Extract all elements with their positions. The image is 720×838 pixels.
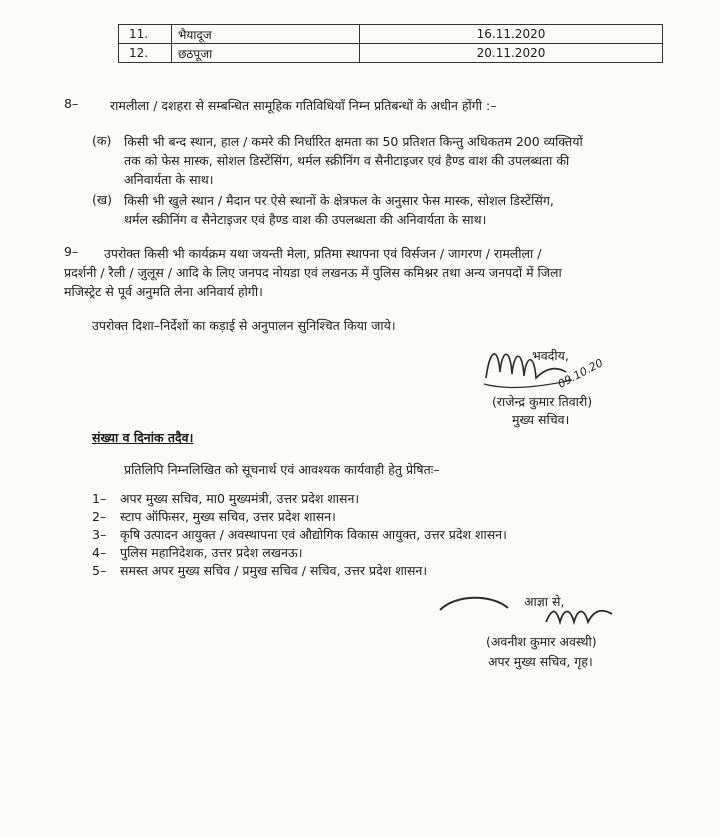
text-line: थर्मल स्क्रीनिंग व सैनेटाइजर एवं हैण्ड वाश की उपलब्धता की अनिवार्यता के साथ। bbox=[124, 212, 487, 227]
list-number: 1– bbox=[92, 491, 107, 506]
table-row bbox=[119, 25, 663, 44]
reference-heading: संख्या व दिनांक तदैव। bbox=[92, 430, 194, 445]
text-line: अनिवार्यता के साथ। bbox=[124, 172, 214, 187]
salutation: भवदीय, bbox=[532, 348, 569, 363]
list-text: स्टाप ऑफिसर, मुख्य सचिव, उत्तर प्रदेश शासन। bbox=[120, 509, 336, 524]
signature-date: 09.10.20 bbox=[555, 356, 606, 391]
table-row bbox=[119, 44, 663, 63]
festival-table bbox=[118, 24, 663, 63]
text-line: तक को फेस मास्क, सोशल डिस्टेंसिंग, थर्मल स्क्रीनिंग व सैनीटाइजर एवं हैण्ड वाश की उपलब्धता की bbox=[124, 153, 570, 168]
text-line: उपरोक्त किसी भी कार्यक्रम यथा जयन्ती मेला, प्रतिमा स्थापना एवं विर्सजन / जागरण / रामलीला / bbox=[104, 246, 542, 261]
point-9-number: 9– bbox=[64, 244, 79, 259]
signatory-name: (राजेन्द्र कुमार तिवारी) bbox=[492, 394, 593, 409]
list-text: कृषि उत्पादन आयुक्त / अवस्थापना एवं औद्योगिक विकास आयुक्त, उत्तर प्रदेश शासन। bbox=[120, 527, 507, 542]
list-item bbox=[92, 508, 336, 526]
text-line: किसी भी बन्द स्थान, हाल / कमरे की निर्धारित क्षमता का 50 प्रतिशत किन्तु अधिकतम 200 व्यक्तियों bbox=[124, 134, 583, 149]
point-8b-text bbox=[124, 191, 672, 229]
text-line: मजिस्ट्रेट से पूर्व अनुमति लेना अनिवार्य होगी। bbox=[64, 284, 263, 299]
signatory-name: (अवनीश कुमार अवस्थी) bbox=[486, 634, 597, 649]
point-8a-text bbox=[124, 132, 672, 189]
list-text: पुलिस महानिदेशक, उत्तर प्रदेश लखनऊ। bbox=[120, 545, 303, 560]
signatory-designation: मुख्य सचिव। bbox=[512, 412, 570, 427]
row-number: 11. bbox=[119, 25, 172, 44]
order-note: आज्ञा से, bbox=[524, 594, 565, 609]
text-line: प्रदर्शनी / रैली / जुलूस / आदि के लिए जनपद नोयडा एवं लखनऊ में पुलिस कमिश्नर तथा अन्य जनपदों में जिला bbox=[64, 265, 562, 280]
list-number: 4– bbox=[92, 545, 107, 560]
closing-line: उपरोक्त दिशा–निर्देशों का कड़ाई से अनुपालन सुनिश्चित किया जाये। bbox=[92, 318, 396, 333]
list-item bbox=[92, 562, 427, 580]
signatory-designation: अपर मुख्य सचिव, गृह। bbox=[488, 654, 593, 669]
festival-date: 16.11.2020 bbox=[360, 25, 663, 44]
signature-scribble bbox=[436, 588, 636, 638]
list-item bbox=[92, 490, 359, 508]
list-text: समस्त अपर मुख्य सचिव / प्रमुख सचिव / सचिव, उत्तर प्रदेश शासन। bbox=[120, 563, 428, 578]
text-line: किसी भी खुले स्थान / मैदान पर ऐसे स्थानों के क्षेत्रफल के अनुसार फेस मास्क, सोशल डिस्टेंसिंग, bbox=[124, 193, 554, 208]
point-8b-marker: (ख) bbox=[92, 192, 112, 207]
list-item bbox=[92, 544, 302, 562]
list-text: अपर मुख्य सचिव, मा0 मुख्यमंत्री, उत्तर प्रदेश शासन। bbox=[120, 491, 360, 506]
list-number: 3– bbox=[92, 527, 107, 542]
festival-name: भैयादूज bbox=[172, 25, 360, 44]
list-item bbox=[92, 526, 507, 544]
point-9-text bbox=[64, 244, 676, 301]
point-8-number: 8– bbox=[64, 96, 79, 111]
festival-date: 20.11.2020 bbox=[360, 44, 663, 63]
copy-intro: प्रतिलिपि निम्नलिखित को सूचनार्थ एवं आवश्यक कार्यवाही हेतु प्रेषितः– bbox=[124, 462, 440, 477]
point-8a-marker: (क) bbox=[92, 133, 112, 148]
festival-name: छठपूजा bbox=[172, 44, 360, 63]
row-number: 12. bbox=[119, 44, 172, 63]
list-number: 5– bbox=[92, 563, 107, 578]
point-8-text: रामलीला / दशहरा से सम्बन्धित सामूहिक गतिविधियाँ निम्न प्रतिबन्धों के अधीन होंगी :– bbox=[110, 98, 497, 113]
list-number: 2– bbox=[92, 509, 107, 524]
